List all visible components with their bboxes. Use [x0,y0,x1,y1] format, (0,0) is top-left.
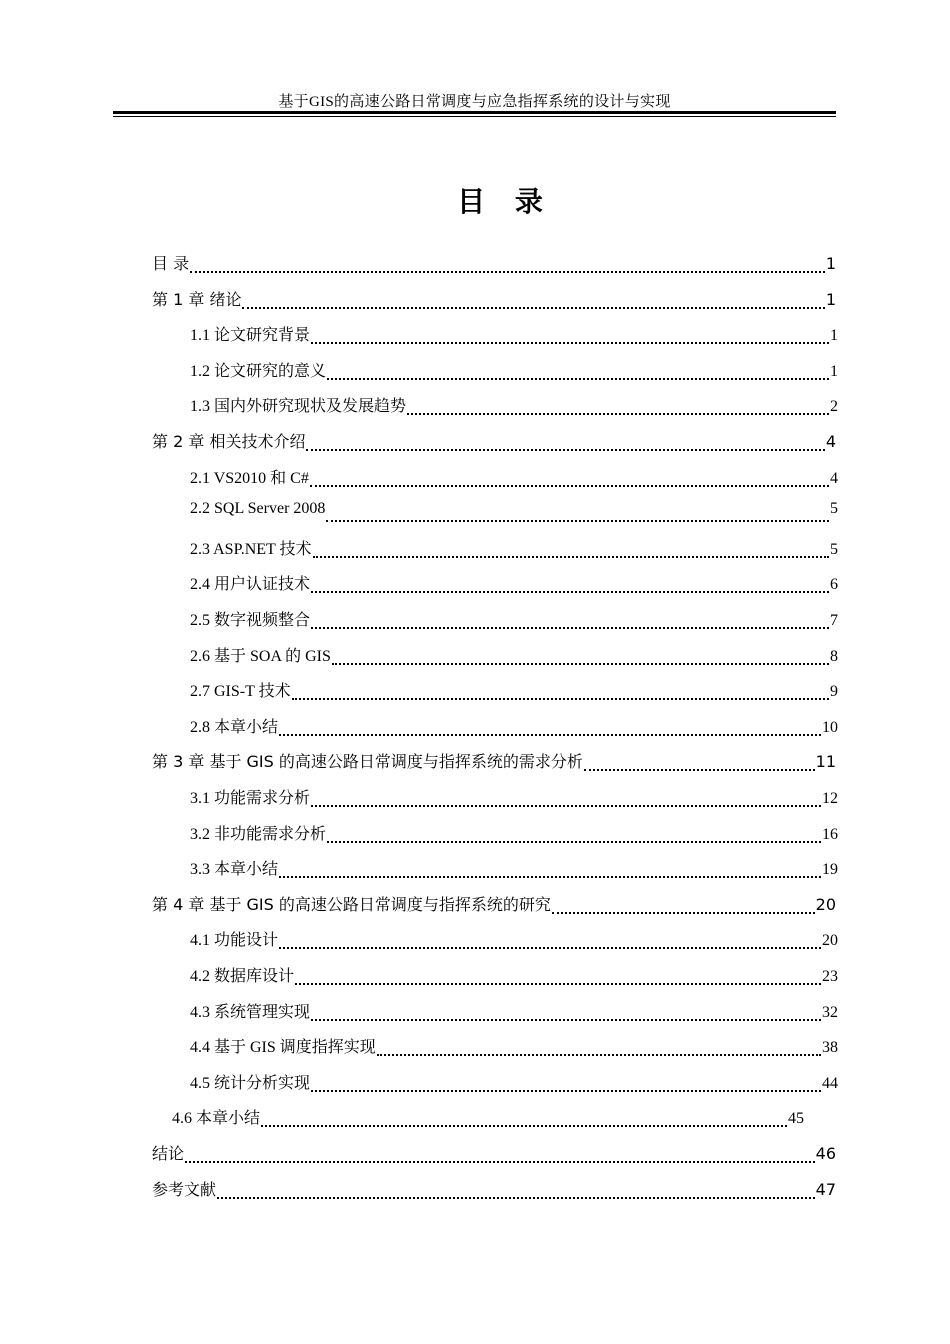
toc-leader-dots [310,485,829,487]
toc-entry-page: 9 [830,683,838,701]
toc-entry[interactable] [190,500,838,530]
toc-entry-page: 32 [822,1003,838,1021]
toc-entry-page: 1 [825,289,836,309]
toc-entry-page: 4 [825,432,836,451]
toc-leader-dots [306,449,824,451]
toc-leader-dots [261,1125,787,1127]
toc-entry-page: 44 [822,1074,838,1092]
toc-entry-page: 5 [830,500,838,518]
toc-leader-dots [292,698,829,700]
toc-entry[interactable] [190,999,838,1029]
toc-leader-dots [311,627,829,629]
toc-entry-label: 3.2 非功能需求分析 [190,825,327,843]
toc-leader-dots [326,520,829,522]
toc-entry-label: 3.3 本章小结 [190,861,279,879]
header-rule-thin [113,116,836,117]
toc-entry-page: 2 [830,398,838,416]
toc-entry-page: 4 [830,469,838,487]
toc-entry[interactable] [152,251,836,281]
toc-entry-label: 2.1 VS2010 和 C# [190,469,309,487]
toc-entry[interactable] [190,1070,838,1100]
toc-entry-page: 23 [822,968,838,985]
toc-entry-label: 3.1 功能需求分析 [190,790,311,807]
toc-entry-page: 45 [788,1110,804,1128]
toc-entry-page: 5 [830,540,838,558]
toc-entry[interactable] [152,287,836,317]
toc-entry-page: 46 [815,1144,836,1163]
toc-leader-dots [327,841,821,843]
toc-leader-dots [279,947,821,949]
toc-entry-page: 1 [830,327,838,345]
toc-entry[interactable] [190,678,838,708]
toc-leader-dots [332,663,829,665]
toc-leader-dots [327,378,829,380]
toc-entry[interactable] [152,892,836,922]
toc-leader-dots [279,734,821,736]
toc-entry[interactable] [152,749,836,779]
toc-leader-dots [313,556,829,558]
toc-entry-page: 20 [822,932,838,950]
toc-entry[interactable] [190,571,838,601]
toc-entry[interactable] [190,536,838,566]
toc-entry-label: 2.3 ASP.NET 技术 [190,540,312,558]
toc-leader-dots [311,342,829,344]
toc-entry-page: 8 [830,647,838,665]
toc-entry-label: 第 2 章 相关技术介绍 [152,432,306,451]
toc-entry-label: 4.3 系统管理实现 [190,1003,311,1021]
toc-entry[interactable] [190,358,838,388]
toc-entry[interactable] [190,856,838,886]
toc-leader-dots [295,983,821,985]
toc-entry-page: 10 [822,718,838,736]
toc-entry[interactable] [190,785,838,815]
toc-entry-page: 38 [822,1039,838,1057]
toc-entry-label: 4.6 本章小结 [172,1110,261,1128]
toc-entry[interactable] [190,465,838,495]
toc-entry-label: 2.2 SQL Server 2008 [190,500,326,518]
toc-entry-label: 2.6 基于 SOA 的 GIS [190,647,331,665]
toc-entry-label: 第 3 章 基于 GIS 的高速公路日常调度与指挥系统的需求分析 [152,752,583,772]
toc-entry-label: 1.2 论文研究的意义 [190,362,327,380]
toc-entry-label: 2.4 用户认证技术 [190,576,311,594]
toc-entry-label: 4.1 功能设计 [190,932,279,950]
toc-entry-label: 4.5 统计分析实现 [190,1074,311,1092]
toc-entry[interactable] [172,1105,804,1135]
toc-leader-dots [311,1019,821,1021]
toc-leader-dots [407,413,829,415]
page-title: 目 录 [457,185,553,218]
toc-entry[interactable] [190,1034,838,1064]
toc-entry[interactable] [152,1141,836,1171]
toc-entry-label: 1.3 国内外研究现状及发展趋势 [190,398,407,416]
toc-entry-label: 目 录 [152,254,190,273]
toc-entry-label: 1.1 论文研究背景 [190,327,311,345]
toc-entry-page: 1 [825,254,836,273]
toc-leader-dots [185,1161,815,1163]
toc-leader-dots [311,805,821,807]
toc-leader-dots [242,307,824,309]
toc-entry-page: 11 [815,752,836,772]
toc-leader-dots [377,1054,821,1056]
toc-entry-label: 4.4 基于 GIS 调度指挥实现 [190,1039,376,1057]
toc-leader-dots [217,1197,815,1199]
toc-entry[interactable] [152,429,836,459]
toc-entry-page: 20 [815,894,836,914]
toc-entry-page: 7 [830,612,838,629]
toc-entry-label: 2.7 GIS-T 技术 [190,683,291,701]
toc-entry-page: 1 [830,362,838,380]
toc-entry[interactable] [190,393,838,423]
toc-entry[interactable] [190,821,838,851]
toc-entry-label: 4.2 数据库设计 [190,968,295,985]
toc-entry[interactable] [152,1177,836,1207]
toc-entry[interactable] [190,607,838,637]
toc-entry[interactable] [190,643,838,673]
toc-entry-label: 第 4 章 基于 GIS 的高速公路日常调度与指挥系统的研究 [152,894,551,914]
toc-entry-page: 19 [822,861,838,879]
toc-leader-dots [311,1090,821,1092]
running-header: 基于GIS的高速公路日常调度与应急指挥系统的设计与实现 [278,94,671,110]
toc-entry-label: 参考文献 [152,1179,217,1199]
toc-leader-dots [311,591,829,593]
toc-leader-dots [552,912,815,914]
toc-entry-label: 2.5 数字视频整合 [190,612,311,629]
toc-entry-page: 12 [822,790,838,807]
header-rule-thick [113,111,836,114]
toc-entry[interactable] [190,322,838,352]
toc-entry-page: 6 [830,576,838,594]
toc-leader-dots [584,769,815,771]
toc-entry[interactable] [190,963,838,993]
toc-entry-page: 16 [822,825,838,843]
toc-entry[interactable] [190,714,838,744]
toc-entry[interactable] [190,927,838,957]
toc-entry-label: 结论 [152,1144,185,1163]
toc-leader-dots [190,271,825,273]
toc-entry-label: 第 1 章 绪论 [152,289,242,309]
toc-leader-dots [279,876,821,878]
toc-entry-page: 47 [815,1179,836,1199]
toc-entry-label: 2.8 本章小结 [190,718,279,736]
